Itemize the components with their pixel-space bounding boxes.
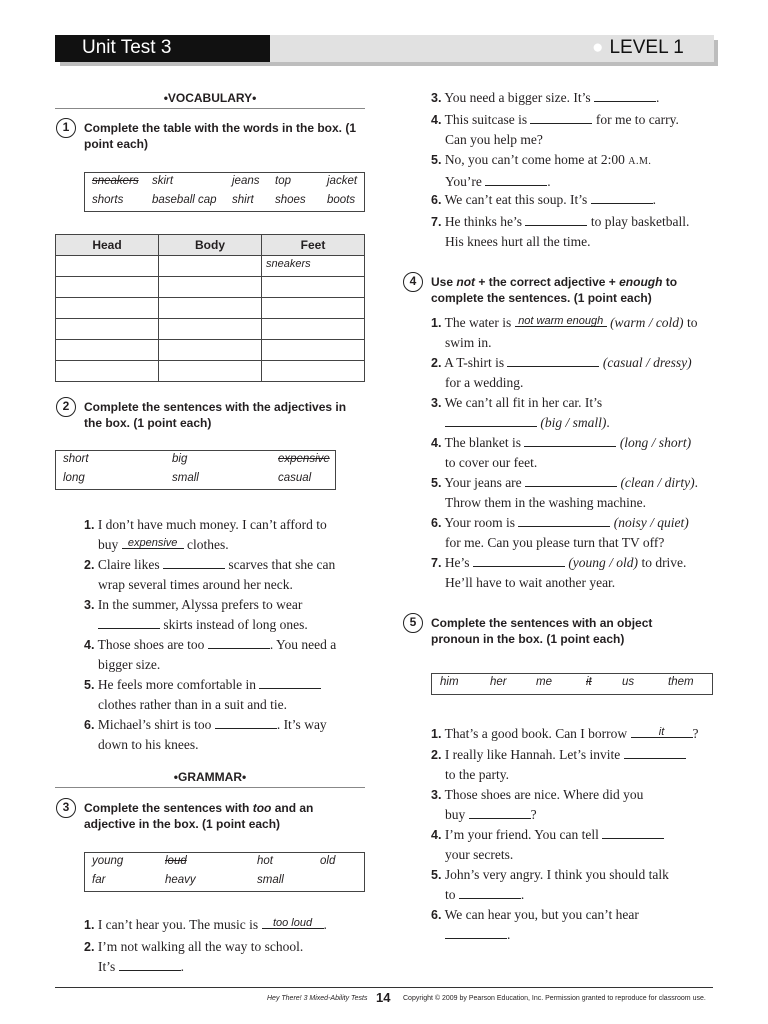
- instruction-emphasis: not: [456, 275, 476, 289]
- answer-blank[interactable]: [631, 724, 693, 738]
- word: me: [536, 676, 552, 688]
- table-cell[interactable]: [262, 298, 365, 319]
- item-number: 5.: [84, 678, 95, 692]
- item-text: .: [180, 959, 185, 974]
- item-number: 6.: [431, 516, 442, 530]
- exercise-instruction: [84, 800, 369, 832]
- question-item: [431, 785, 721, 825]
- table-cell[interactable]: [56, 319, 159, 340]
- footer-copyright: Copyright © 2009 by Pearson Education, Inc. Permission granted to reproduce for classroom use.: [403, 995, 706, 1002]
- question-item: [84, 915, 369, 935]
- example-answer: sneakers: [266, 258, 311, 270]
- table-cell[interactable]: [159, 340, 262, 361]
- answer-blank[interactable]: [524, 433, 616, 447]
- word-box: [84, 172, 365, 212]
- question-item: [431, 513, 721, 553]
- instruction-text: and an: [274, 801, 314, 815]
- question-item: [431, 313, 721, 353]
- answer-blank[interactable]: [208, 635, 270, 649]
- answer-blank[interactable]: [98, 615, 160, 629]
- example-answer: too loud: [272, 917, 313, 929]
- word: shoes: [275, 194, 306, 206]
- word: old: [320, 855, 336, 867]
- answer-blank[interactable]: [163, 555, 225, 569]
- word: loud: [165, 855, 187, 867]
- header-shadow: [714, 40, 718, 66]
- item-text: to drive.: [641, 555, 687, 570]
- level-text: LEVEL 1: [609, 37, 684, 58]
- word: skirt: [152, 175, 174, 187]
- word: shirt: [232, 194, 254, 206]
- answer-blank[interactable]: [445, 925, 507, 939]
- column-header: Body: [159, 235, 262, 256]
- word: hot: [257, 855, 273, 867]
- instruction-text: adjective in the box. (1 point each): [84, 817, 281, 831]
- table-cell[interactable]: [159, 361, 262, 382]
- word: them: [668, 676, 694, 688]
- word: us: [622, 676, 635, 688]
- table-row: [56, 340, 365, 361]
- question-item: [84, 515, 369, 555]
- answer-table: [55, 234, 365, 382]
- item-number: 3.: [431, 788, 442, 802]
- item-text: .: [507, 927, 511, 942]
- item-text: .: [547, 174, 551, 189]
- instruction-text: Complete the sentences with: [84, 801, 250, 815]
- instruction-text: to: [665, 275, 678, 289]
- item-options: (long / short): [619, 435, 692, 450]
- item-text: It’s: [98, 959, 116, 974]
- item-text: for me. Can you please turn that TV off?: [445, 535, 665, 550]
- answer-blank[interactable]: [602, 825, 664, 839]
- question-item: [84, 635, 369, 675]
- item-text: I can’t hear you. The music is: [97, 917, 259, 932]
- table-cell[interactable]: [56, 256, 159, 277]
- item-number: 5.: [431, 476, 442, 490]
- exercise-number: 5: [403, 613, 423, 633]
- header-shadow: [60, 62, 714, 66]
- item-text: His knees hurt all the time.: [445, 234, 591, 249]
- item-text: wrap several times around her neck.: [98, 577, 293, 592]
- table-cell[interactable]: [56, 340, 159, 361]
- word: her: [490, 676, 507, 688]
- example-answer: it: [658, 726, 665, 738]
- item-text: for a wedding.: [445, 375, 524, 390]
- answer-blank[interactable]: [122, 535, 184, 549]
- table-row: [56, 319, 365, 340]
- item-options: (casual / dressy): [602, 355, 692, 370]
- table-row: [56, 277, 365, 298]
- word-row: [85, 192, 364, 211]
- table-row: [56, 298, 365, 319]
- word: casual: [278, 472, 312, 484]
- table-cell[interactable]: [56, 361, 159, 382]
- item-text: In the summer, Alyssa prefers to wear: [97, 597, 303, 612]
- table-header-row: [56, 235, 365, 256]
- answer-blank[interactable]: [445, 413, 537, 427]
- table-cell[interactable]: [56, 298, 159, 319]
- item-text: to: [445, 887, 456, 902]
- answer-blank[interactable]: [591, 190, 653, 204]
- page-number: 14: [376, 990, 391, 1005]
- item-text: scarves that she can: [228, 557, 336, 572]
- question-item: [431, 212, 721, 252]
- item-text: your secrets.: [445, 847, 514, 862]
- answer-blank[interactable]: [485, 172, 547, 186]
- table-cell[interactable]: [262, 340, 365, 361]
- item-text: bigger size.: [98, 657, 161, 672]
- item-number: 7.: [431, 215, 442, 229]
- word: it: [586, 676, 592, 688]
- item-text: Throw them in the washing machine.: [445, 495, 646, 510]
- table-cell[interactable]: [262, 319, 365, 340]
- word: small: [257, 874, 284, 886]
- word-box: [55, 450, 336, 490]
- exercise-instruction: Complete the table with the words in the box. (1 point each): [84, 121, 357, 151]
- instruction-text: Use: [431, 275, 454, 289]
- item-text: Those shoes are too: [97, 637, 205, 652]
- exercise-number: 3: [56, 798, 76, 818]
- word-row: [56, 470, 335, 489]
- item-text: swim in.: [445, 335, 492, 350]
- item-number: 1.: [431, 727, 442, 741]
- item-text: You need a bigger size. It’s: [444, 90, 591, 105]
- column-header: Feet: [262, 235, 365, 256]
- question-item: [431, 110, 721, 150]
- item-text: . You need a: [269, 637, 337, 652]
- item-number: 2.: [431, 356, 442, 370]
- word: shorts: [92, 194, 124, 206]
- word-row: [85, 872, 364, 891]
- item-number: 1.: [84, 518, 95, 532]
- item-text: We can’t all fit in her car. It’s: [444, 395, 603, 410]
- question-item: [431, 393, 721, 433]
- item-text: No, you can’t come home at 2:00: [444, 152, 625, 167]
- question-item: [431, 150, 721, 192]
- item-options: (clean / dirty): [620, 475, 695, 490]
- answer-blank[interactable]: [525, 473, 617, 487]
- word: top: [275, 175, 291, 187]
- item-text: ?: [530, 807, 537, 822]
- item-number: 4.: [84, 638, 95, 652]
- item-number: 3.: [431, 396, 442, 410]
- item-text: for me to carry.: [595, 112, 679, 127]
- item-number: 4.: [431, 828, 442, 842]
- item-text: He thinks he’s: [444, 214, 523, 229]
- question-item: [431, 825, 721, 865]
- answer-blank[interactable]: [119, 957, 181, 971]
- word: jacket: [327, 175, 358, 187]
- item-number: 1.: [431, 316, 442, 330]
- item-text: We can hear you, but you can’t hear: [444, 907, 639, 922]
- instruction-emphasis: too: [252, 801, 272, 815]
- item-text: . It’s way: [276, 717, 327, 732]
- item-text: .: [520, 887, 525, 902]
- question-item: [431, 190, 721, 210]
- word: jeans: [232, 175, 260, 187]
- question-item: [431, 353, 721, 393]
- word-box: [431, 673, 713, 695]
- answer-blank[interactable]: [259, 675, 321, 689]
- answer-blank[interactable]: [459, 885, 521, 899]
- item-text: ?: [692, 726, 699, 741]
- item-options: (big / small): [540, 415, 607, 430]
- word: far: [92, 874, 106, 886]
- item-text: Can you help me?: [445, 132, 543, 147]
- answer-blank[interactable]: [215, 715, 277, 729]
- section-divider: [55, 787, 365, 788]
- exercise-number: 2: [56, 397, 76, 417]
- item-text: skirts instead of long ones.: [163, 617, 308, 632]
- word: heavy: [165, 874, 196, 886]
- instruction-text: + the correct adjective +: [478, 275, 616, 289]
- question-item: [431, 433, 721, 473]
- answer-blank[interactable]: [624, 745, 686, 759]
- word: small: [172, 472, 199, 484]
- word-row: [432, 674, 712, 693]
- question-item: [84, 937, 369, 977]
- item-text: to cover our feet.: [445, 455, 538, 470]
- table-cell[interactable]: [262, 256, 365, 277]
- item-number: 6.: [431, 193, 442, 207]
- exercise-instruction: Complete the sentences with the adjectives in the box. (1 point each): [84, 400, 347, 430]
- item-text: Michael’s shirt is too: [97, 717, 212, 732]
- answer-blank[interactable]: [262, 915, 324, 929]
- answer-blank[interactable]: [507, 353, 599, 367]
- level-label: [592, 37, 684, 59]
- column-header: Head: [56, 235, 159, 256]
- section-vocabulary: •VOCABULARY•: [163, 91, 257, 105]
- answer-blank[interactable]: [525, 212, 587, 226]
- item-text: He’s: [444, 555, 470, 570]
- table-row: [56, 256, 365, 277]
- item-number: 5.: [431, 868, 442, 882]
- table-row: [56, 361, 365, 382]
- example-answer: not warm enough: [518, 315, 604, 327]
- word: sneakers: [92, 175, 139, 187]
- word-row: [56, 451, 335, 470]
- bullet-icon: ●: [592, 37, 604, 58]
- item-text: clothes.: [187, 537, 229, 552]
- page-title: Unit Test 3: [82, 37, 172, 58]
- item-text: John’s very angry. I think you should talk: [444, 867, 669, 882]
- answer-blank[interactable]: [518, 513, 610, 527]
- question-item: [431, 473, 721, 513]
- word: expensive: [278, 453, 330, 465]
- example-answer: expensive: [127, 537, 178, 549]
- word: boots: [327, 194, 356, 206]
- table-cell[interactable]: [56, 277, 159, 298]
- answer-blank[interactable]: [594, 88, 656, 102]
- item-text: I don’t have much money. I can’t afford to: [97, 517, 327, 532]
- item-text: buy: [98, 537, 119, 552]
- item-text: clothes rather than in a suit and tie.: [98, 697, 287, 712]
- item-text: I’m not walking all the way to school.: [97, 939, 304, 954]
- item-text: You’re: [445, 174, 482, 189]
- item-text: A T-shirt is: [444, 355, 505, 370]
- answer-blank[interactable]: [469, 805, 531, 819]
- exercise-number: 1: [56, 118, 76, 138]
- item-text: to the party.: [445, 767, 509, 782]
- item-text: .: [694, 475, 699, 490]
- word: young: [92, 855, 124, 867]
- question-item: [431, 745, 721, 785]
- instruction-emphasis: enough: [619, 275, 663, 289]
- question-item: [84, 675, 369, 715]
- item-options: (noisy / quiet): [613, 515, 689, 530]
- item-text: The water is: [444, 315, 512, 330]
- table-cell[interactable]: [262, 277, 365, 298]
- item-text: .: [323, 917, 327, 932]
- exercise-number: 4: [403, 272, 423, 292]
- item-text: This suitcase is: [444, 112, 528, 127]
- section-grammar: •GRAMMAR•: [173, 770, 247, 784]
- item-text: I’m your friend. You can tell: [444, 827, 599, 842]
- item-number: 2.: [431, 748, 442, 762]
- item-options: (warm / cold): [610, 315, 684, 330]
- item-text: He’ll have to wait another year.: [445, 575, 616, 590]
- item-text: .: [652, 192, 656, 207]
- item-number: 5.: [431, 153, 442, 167]
- exercise-instruction: [431, 274, 721, 306]
- question-item: [84, 555, 369, 595]
- item-number: 3.: [431, 91, 442, 105]
- table-cell[interactable]: [159, 319, 262, 340]
- question-item: [84, 595, 369, 635]
- item-number: 1.: [84, 918, 95, 932]
- item-number: 4.: [431, 436, 442, 450]
- word-row: [85, 853, 364, 872]
- question-item: [431, 553, 721, 593]
- word: him: [440, 676, 459, 688]
- item-text: That’s a good book. Can I borrow: [444, 726, 628, 741]
- item-number: 7.: [431, 556, 442, 570]
- table-cell[interactable]: [159, 298, 262, 319]
- item-text: down to his knees.: [98, 737, 199, 752]
- question-item: [431, 865, 721, 905]
- answer-blank[interactable]: [530, 110, 592, 124]
- word-box: [84, 852, 365, 892]
- item-text: He feels more comfortable in: [97, 677, 256, 692]
- question-item: [431, 88, 721, 108]
- item-text: Claire likes: [97, 557, 160, 572]
- item-text: Your room is: [444, 515, 515, 530]
- item-number: 6.: [84, 718, 95, 732]
- table-cell[interactable]: [262, 361, 365, 382]
- item-text: to play basketball.: [590, 214, 690, 229]
- table-cell[interactable]: [159, 277, 262, 298]
- question-item: [431, 905, 721, 945]
- word: short: [63, 453, 89, 465]
- item-text: to: [686, 315, 698, 330]
- item-text: The blanket is: [444, 435, 522, 450]
- answer-blank[interactable]: [473, 553, 565, 567]
- item-number: 4.: [431, 113, 442, 127]
- word: long: [63, 472, 85, 484]
- item-text: Those shoes are nice. Where did you: [444, 787, 644, 802]
- question-item: [84, 715, 369, 755]
- item-text: A.M.: [628, 156, 652, 167]
- item-number: 2.: [84, 940, 95, 954]
- section-divider: [55, 108, 365, 109]
- table-cell[interactable]: [159, 256, 262, 277]
- exercise-instruction: Complete the sentences with an object pronoun in the box. (1 point each): [431, 616, 653, 646]
- question-item: [431, 724, 721, 744]
- item-text: buy: [445, 807, 466, 822]
- footer-divider: [55, 987, 713, 988]
- instruction-text: complete the sentences. (1 point each): [431, 291, 652, 305]
- item-text: .: [656, 90, 660, 105]
- item-text: I really like Hannah. Let’s invite: [444, 747, 621, 762]
- item-number: 3.: [84, 598, 95, 612]
- item-options: (young / old): [568, 555, 639, 570]
- item-number: 2.: [84, 558, 95, 572]
- footer-book-title: Hey There! 3 Mixed-Ability Tests: [267, 995, 368, 1002]
- item-text: .: [606, 415, 610, 430]
- item-text: Your jeans are: [444, 475, 522, 490]
- word: baseball cap: [152, 194, 217, 206]
- answer-blank[interactable]: [515, 313, 607, 327]
- word: big: [172, 453, 188, 465]
- item-text: We can’t eat this soup. It’s: [444, 192, 588, 207]
- word-row: [85, 173, 364, 192]
- item-number: 6.: [431, 908, 442, 922]
